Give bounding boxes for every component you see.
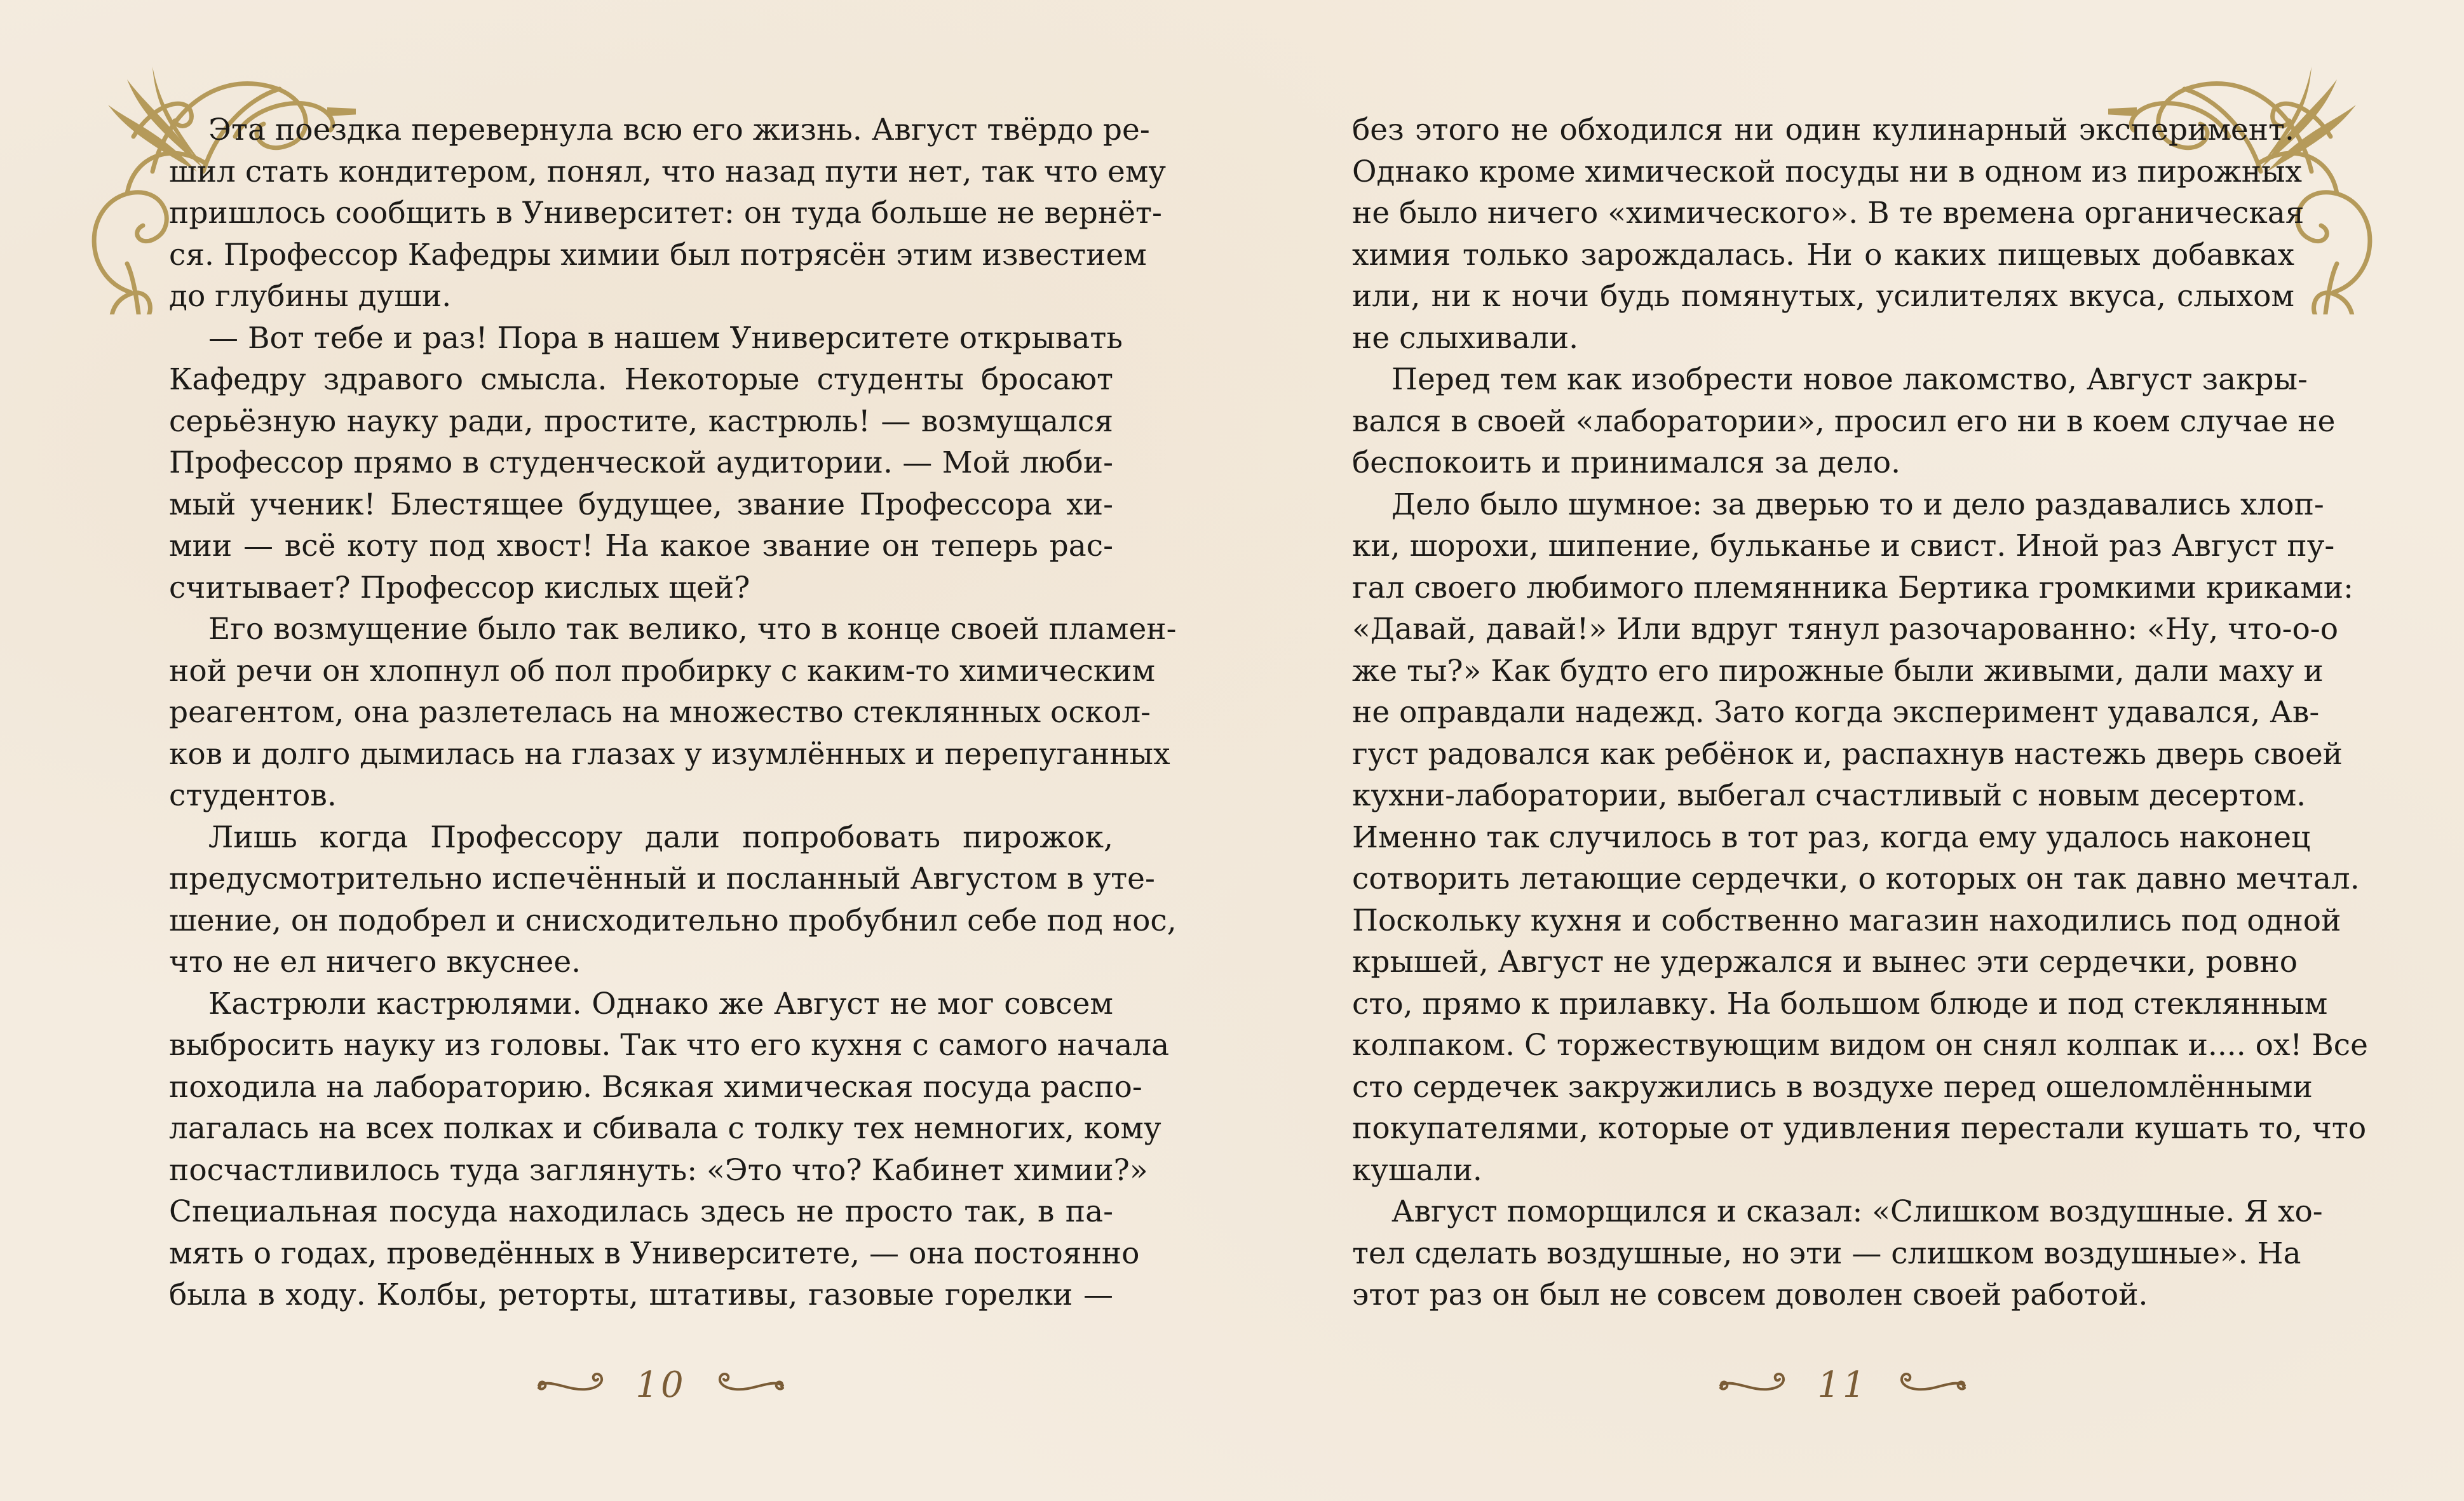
page-number-footer	[508, 1359, 813, 1410]
text-line: Специальная посуда находилась здесь не просто так, в па-	[169, 1194, 1113, 1229]
text-line: ной речи он хлопнул об пол пробирку с каким-то химическим	[169, 653, 1156, 689]
flourish-right-icon	[1895, 1369, 1971, 1401]
text-line: Дело было шумное: за дверью то и дело раздавались хлоп-	[1391, 487, 2324, 522]
text-line: этот раз он был не совсем доволен своей работой.	[1352, 1277, 2148, 1312]
text-line: ки, шорохи, шипение, бульканье и свист. Иной раз Август пу-	[1352, 528, 2335, 563]
text-line: ков и долго дымилась на глазах у изумлённых и перепуганных	[169, 736, 1170, 772]
flourish-left-icon	[1714, 1369, 1790, 1401]
text-line: Эта поездка перевернула всю его жизнь. Август твёрдо ре-	[208, 112, 1150, 147]
text-line: сто сердечек закружились в воздухе перед ошеломлёнными	[1352, 1069, 2313, 1105]
text-line: или, ни к ночи будь помянутых, усилителях вкуса, слыхом	[1352, 279, 2294, 314]
text-line: Однако кроме химической посуды ни в одном из пирожных	[1352, 154, 2303, 189]
text-line: «Давай, давай!» Или вдруг тянул разочарованно: «Ну, что-о-о	[1352, 612, 2338, 647]
text-line: Его возмущение было так велико, что в конце своей пламен-	[208, 612, 1177, 647]
page-number-footer	[1690, 1359, 1995, 1410]
text-line: сто, прямо к прилавку. На большом блюде и под стеклянным	[1352, 986, 2328, 1021]
text-line: химия только зарождалась. Ни о каких пищевых добавках	[1352, 237, 2294, 273]
text-line: не оправдали надежд. Зато когда эксперимент удавался, Ав-	[1352, 695, 2320, 730]
text-line: же ты?» Как будто его пирожные были живыми, дали маху и	[1352, 653, 2324, 689]
text-line: без этого не обходился ни один кулинарный эксперимент.	[1352, 112, 2294, 147]
text-line: выбросить науку из головы. Так что его кухня с самого начала	[169, 1028, 1170, 1063]
text-line: мый ученик! Блестящее будущее, звание Профессора хи-	[169, 487, 1113, 522]
text-line: ся. Профессор Кафедры химии был потрясён этим известием	[169, 237, 1147, 273]
text-line: крышей, Август не удержался и вынес эти сердечки, ровно	[1352, 945, 2298, 979]
text-line: Поскольку кухня и собственно магазин находились под одной	[1352, 903, 2341, 938]
text-line: вался в своей «лаборатории», просил его ни в коем случае не	[1352, 403, 2336, 439]
text-line: Профессор прямо в студенческой аудитории. — Мой люби-	[169, 445, 1113, 480]
text-line: сотворить летающие сердечки, о которых он так давно мечтал.	[1352, 861, 2360, 896]
text-line: лагалась на всех полках и сбивала с толку тех немногих, кому	[169, 1111, 1161, 1146]
text-line: кушали.	[1352, 1152, 1482, 1188]
text-line: серьёзную науку ради, простите, кастрюль! — возмущался	[169, 403, 1113, 439]
text-line: Перед тем как изобрести новое лакомство, Август закры-	[1391, 362, 2308, 397]
text-line: походила на лабораторию. Всякая химическая посуда распо-	[169, 1069, 1142, 1105]
text-line: мять о годах, проведённых в Университете, — она постоянно	[169, 1235, 1140, 1271]
text-line: не слыхивали.	[1352, 320, 1579, 356]
flourish-left-icon	[532, 1369, 609, 1401]
text-line: не было ничего «химического». В те времена органическая	[1352, 196, 2305, 231]
text-line: Лишь когда Профессору дали попробовать пирожок,	[208, 819, 1113, 855]
page-number: 11	[1817, 1364, 1868, 1406]
text-line: беспокоить и принимался за дело.	[1352, 445, 1901, 480]
text-line: Кастрюли кастрюлями. Однако же Август не мог совсем	[208, 986, 1113, 1021]
text-line: студентов.	[169, 778, 337, 813]
text-line: посчастливилось туда заглянуть: «Это что? Кабинет химии?»	[169, 1152, 1148, 1188]
text-line: колпаком. С торжествующим видом он снял колпак и.... ох! Все	[1352, 1028, 2368, 1063]
text-line: считывает? Профессор кислых щей?	[169, 570, 750, 605]
left-page-text	[169, 109, 1177, 1316]
text-line: реагентом, она разлетелась на множество стеклянных оскол-	[169, 695, 1151, 730]
text-line: гал своего любимого племянника Бертика громкими криками:	[1352, 570, 2353, 605]
right-page	[1232, 0, 2464, 1501]
text-line: была в ходу. Колбы, реторты, штативы, газовые горелки —	[169, 1277, 1113, 1312]
text-line: покупателями, которые от удивления перестали кушать то, что	[1352, 1111, 2367, 1146]
text-line: что не ел ничего вкуснее.	[169, 945, 581, 979]
text-line: — Вот тебе и раз! Пора в нашем Университете открывать	[208, 320, 1123, 356]
text-line: шение, он подобрел и снисходительно пробубнил себе под нос,	[169, 903, 1177, 938]
text-line: тел сделать воздушные, но эти — слишком воздушные». На	[1352, 1235, 2301, 1271]
text-line: кухни-лаборатории, выбегал счастливый с новым десертом.	[1352, 778, 2306, 813]
text-line: густ радовался как ребёнок и, распахнув настежь дверь своей	[1352, 736, 2343, 772]
text-line: Именно так случилось в тот раз, когда ему удалось наконец	[1352, 819, 2311, 855]
text-line: Кафедру здравого смысла. Некоторые студенты бросают	[169, 362, 1113, 397]
text-line: до глубины души.	[169, 279, 452, 314]
page-number: 10	[635, 1364, 686, 1406]
flourish-right-icon	[713, 1369, 789, 1401]
text-line: Август поморщился и сказал: «Слишком воздушные. Я хо-	[1391, 1194, 2323, 1229]
text-line: мии — всё коту под хвост! На какое звание он теперь рас-	[169, 528, 1113, 563]
text-line: шил стать кондитером, понял, что назад пути нет, так что ему	[169, 154, 1167, 189]
text-line: пришлось сообщить в Университет: он туда больше не вернёт-	[169, 196, 1162, 231]
text-line: предусмотрительно испечённый и посланный Августом в уте-	[169, 861, 1155, 896]
right-page-text	[1352, 109, 2368, 1316]
